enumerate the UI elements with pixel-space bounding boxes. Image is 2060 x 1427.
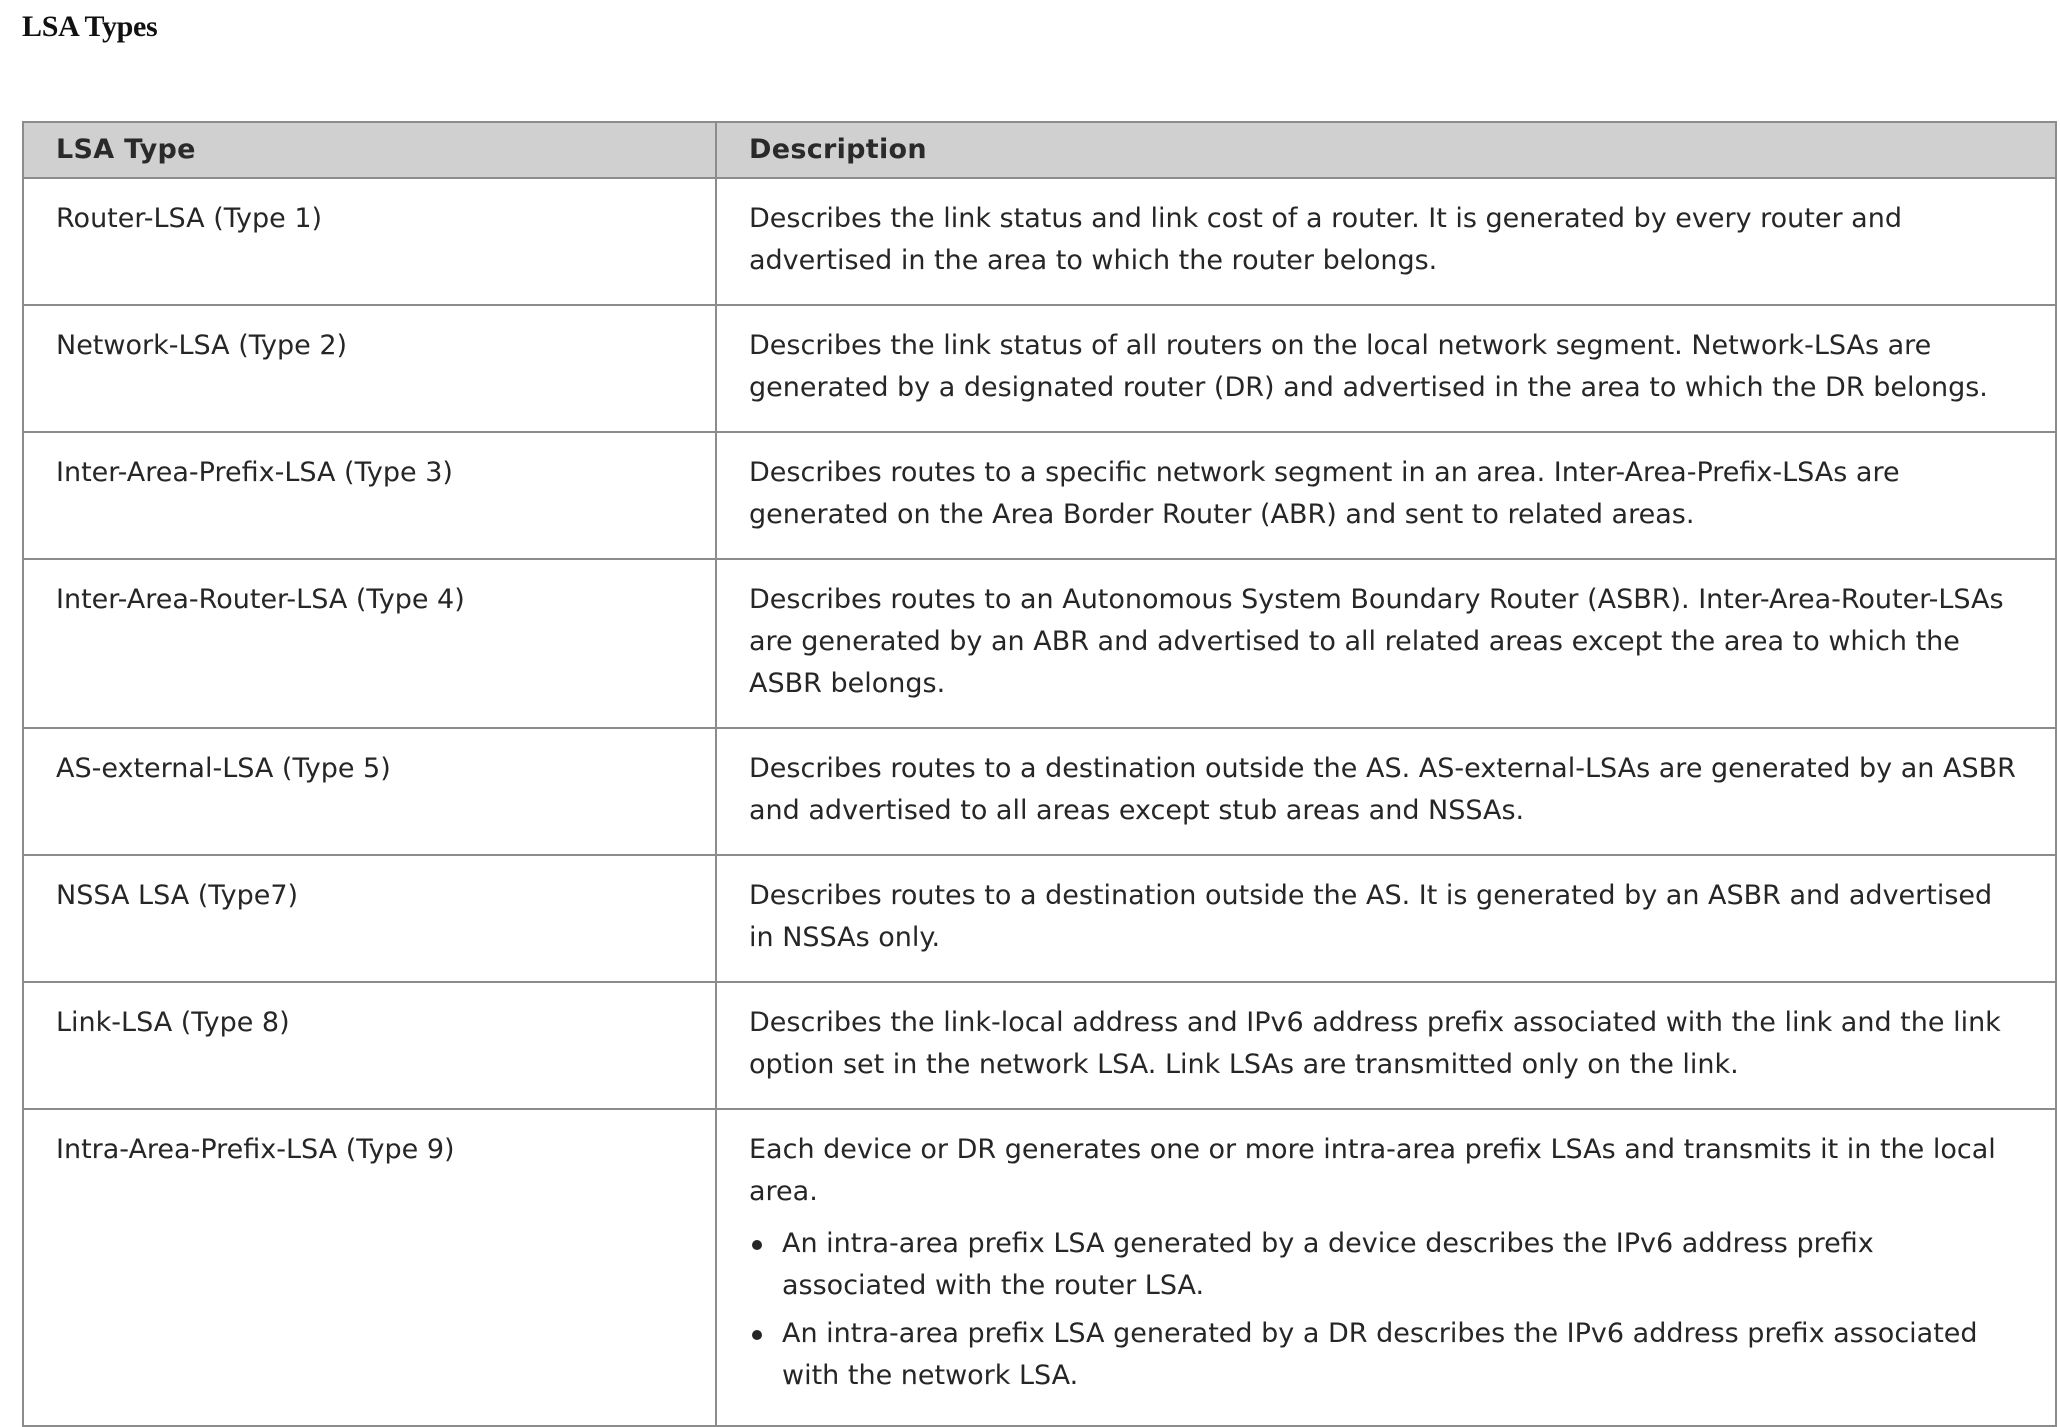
description-cell (716, 728, 2056, 855)
description-cell (716, 1109, 2056, 1426)
table-row (23, 178, 2056, 305)
lsa-type-cell: Router-LSA (Type 1) (23, 178, 716, 305)
column-header-description: Description (716, 122, 2056, 178)
bullet-icon (752, 1240, 762, 1250)
list-item-text: An intra-area prefix LSA generated by a DR describes the IPv6 address prefix associated with the network LSA. (782, 1318, 1978, 1391)
description-cell (716, 559, 2056, 728)
bullet-icon (752, 1330, 762, 1340)
table-row (23, 855, 2056, 982)
description-text: Describes the link-local address and IPv6 address prefix associated with the link and the link option set in the network LSA. Link LSAs are transmitted only on the link. (749, 1007, 2001, 1080)
lsa-type-cell: Link-LSA (Type 8) (23, 982, 716, 1109)
description-text: Describes routes to an Autonomous System Boundary Router (ASBR). Inter-Area-Router-LSAs are generated by an ABR and advertised to all related areas except the area to which the ASBR belongs. (749, 584, 2004, 699)
table-row (23, 982, 2056, 1109)
description-cell (716, 855, 2056, 982)
description-cell (716, 305, 2056, 432)
lsa-type-cell: AS-external-LSA (Type 5) (23, 728, 716, 855)
table-row (23, 1109, 2056, 1426)
list-item (749, 1223, 2023, 1307)
table-row (23, 559, 2056, 728)
description-text: Describes routes to a specific network segment in an area. Inter-Area-Prefix-LSAs are generated on the Area Border Router (ABR) and sent to related areas. (749, 457, 1900, 530)
lsa-types-table (22, 121, 2057, 1427)
description-cell (716, 432, 2056, 559)
bullet-list (749, 1223, 2023, 1397)
description-text: Describes the link status of all routers on the local network segment. Network-LSAs are generated by a designated router (DR) and advertised in the area to which the DR belongs. (749, 330, 1988, 403)
list-item-text: An intra-area prefix LSA generated by a device describes the IPv6 address prefix associated with the router LSA. (782, 1228, 1874, 1301)
column-header-lsa-type: LSA Type (23, 122, 716, 178)
lsa-type-cell: NSSA LSA (Type7) (23, 855, 716, 982)
description-text: Describes routes to a destination outside the AS. It is generated by an ASBR and advertised in NSSAs only. (749, 880, 1993, 953)
lsa-type-cell: Network-LSA (Type 2) (23, 305, 716, 432)
table-header-row (23, 122, 2056, 178)
description-text: Describes routes to a destination outside the AS. AS-external-LSAs are generated by an ASBR and advertised to all areas except stub areas and NSSAs. (749, 753, 2016, 826)
lsa-type-cell: Inter-Area-Prefix-LSA (Type 3) (23, 432, 716, 559)
page-title: LSA Types (22, 10, 158, 43)
lsa-type-cell: Inter-Area-Router-LSA (Type 4) (23, 559, 716, 728)
table-row (23, 432, 2056, 559)
table-row (23, 305, 2056, 432)
table-row (23, 728, 2056, 855)
description-text: Each device or DR generates one or more intra-area prefix LSAs and transmits it in the local area. (749, 1134, 1996, 1207)
description-cell (716, 982, 2056, 1109)
description-text: Describes the link status and link cost of a router. It is generated by every router and advertised in the area to which the router belongs. (749, 203, 1902, 276)
lsa-type-cell: Intra-Area-Prefix-LSA (Type 9) (23, 1109, 716, 1426)
list-item (749, 1313, 2023, 1397)
description-cell (716, 178, 2056, 305)
